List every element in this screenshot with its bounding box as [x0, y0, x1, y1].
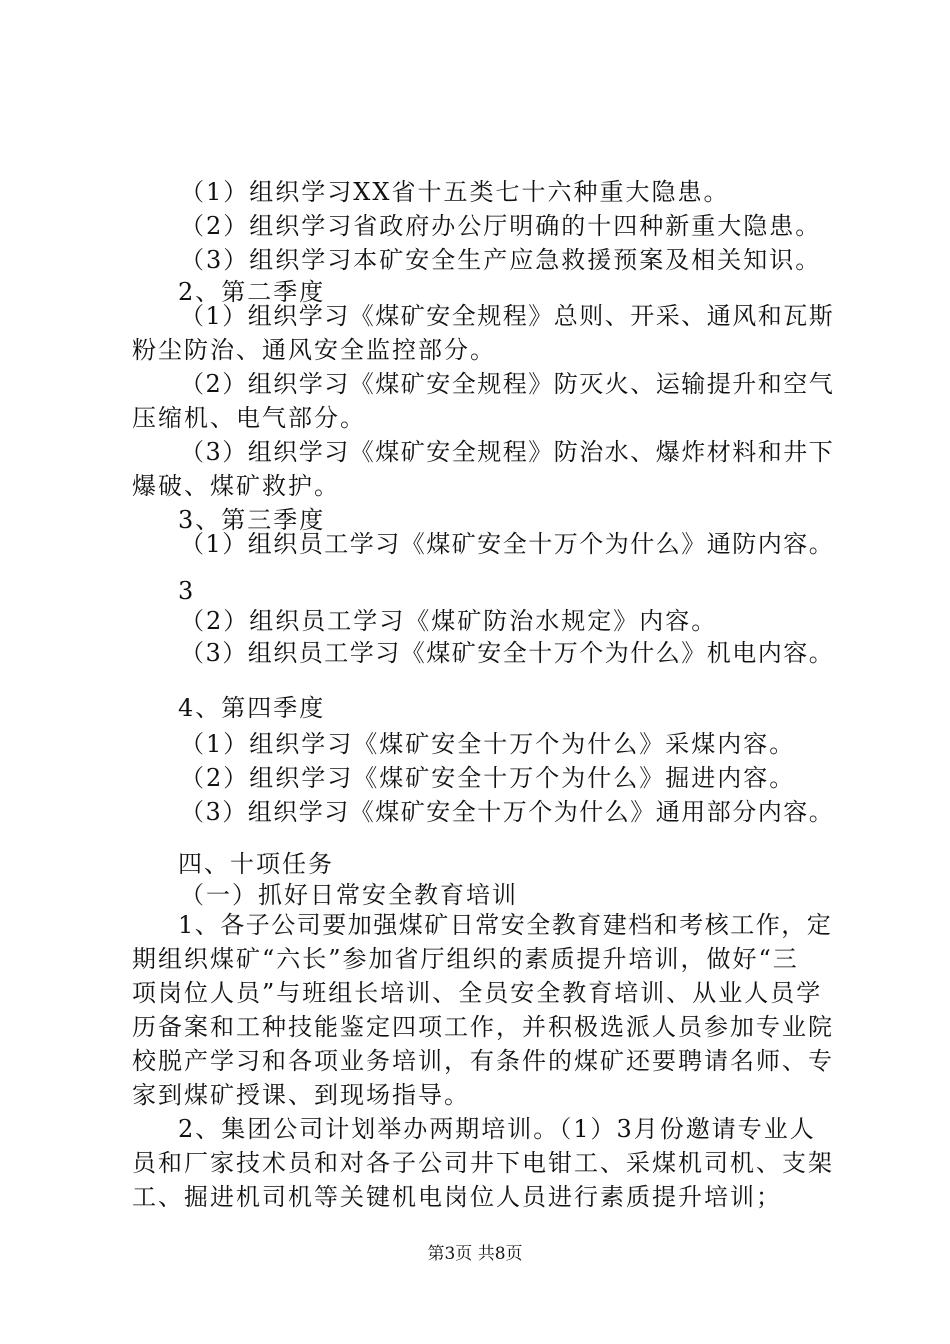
text-line: 2、集团公司计划举办两期培训。（1）3月份邀请专业人	[178, 1115, 816, 1143]
text-line: （1）组织学习《煤矿安全十万个为什么》采煤内容。	[180, 730, 796, 758]
text-line: （3）组织员工学习《煤矿安全十万个为什么》机电内容。	[180, 639, 835, 667]
text-line: 工、掘进机司机等关键机电岗位人员进行素质提升培训；	[132, 1183, 782, 1211]
text-line: 爆破、煤矿救护。	[132, 472, 340, 500]
section-heading: 4、第四季度	[178, 694, 326, 722]
text-line: 粉尘防治、通风安全监控部分。	[132, 336, 496, 364]
section-heading: 四、十项任务	[178, 850, 334, 878]
text-line: （3）组织学习《煤矿安全规程》防治水、爆炸材料和井下	[180, 438, 835, 466]
section-heading: 3、第三季度	[178, 506, 326, 534]
text-line: 历备案和工种技能鉴定四项工作，并积极选派人员参加专业院	[132, 1013, 834, 1041]
text-line: 项岗位人员”与班组长培训、全员安全教育培训、从业人员学	[132, 979, 823, 1007]
text-line: （2）组织学习《煤矿安全规程》防灭火、运输提升和空气	[180, 370, 835, 398]
text-line: （2）组织员工学习《煤矿防治水规定》内容。	[180, 607, 718, 635]
text-line: （3）组织学习本矿安全生产应急救援预案及相关知识。	[180, 246, 822, 274]
text-line: （2）组织学习《煤矿安全十万个为什么》掘进内容。	[180, 764, 796, 792]
text-line: （1）组织学习《煤矿安全规程》总则、开采、通风和瓦斯	[180, 302, 835, 330]
text-line: 员和厂家技术员和对各子公司井下电钳工、采煤机司机、支架	[132, 1149, 834, 1177]
text-line: （1）组织员工学习《煤矿安全十万个为什么》通防内容。	[180, 530, 835, 558]
section-heading: 2、第二季度	[178, 278, 326, 306]
page-footer: 第3页 共8页	[427, 1244, 523, 1264]
subsection-heading: （一）抓好日常安全教育培训	[180, 881, 518, 909]
text-line: （3）组织学习《煤矿安全十万个为什么》通用部分内容。	[180, 798, 835, 826]
text-line: 期组织煤矿“六长”参加省厅组织的素质提升培训，做好“三	[132, 945, 799, 973]
text-line: 1、各子公司要加强煤矿日常安全教育建档和考核工作，定	[178, 911, 833, 939]
text-line: 压缩机、电气部分。	[132, 404, 366, 432]
text-line: （2）组织学习省政府办公厅明确的十四种新重大隐患。	[180, 212, 822, 240]
text-line: 家到煤矿授课、到现场指导。	[132, 1081, 470, 1109]
page-break-number: 3	[178, 577, 196, 605]
text-line: （1）组织学习XX省十五类七十六种重大隐患。	[180, 178, 730, 206]
text-line: 校脱产学习和各项业务培训，有条件的煤矿还要聘请名师、专	[132, 1047, 834, 1075]
